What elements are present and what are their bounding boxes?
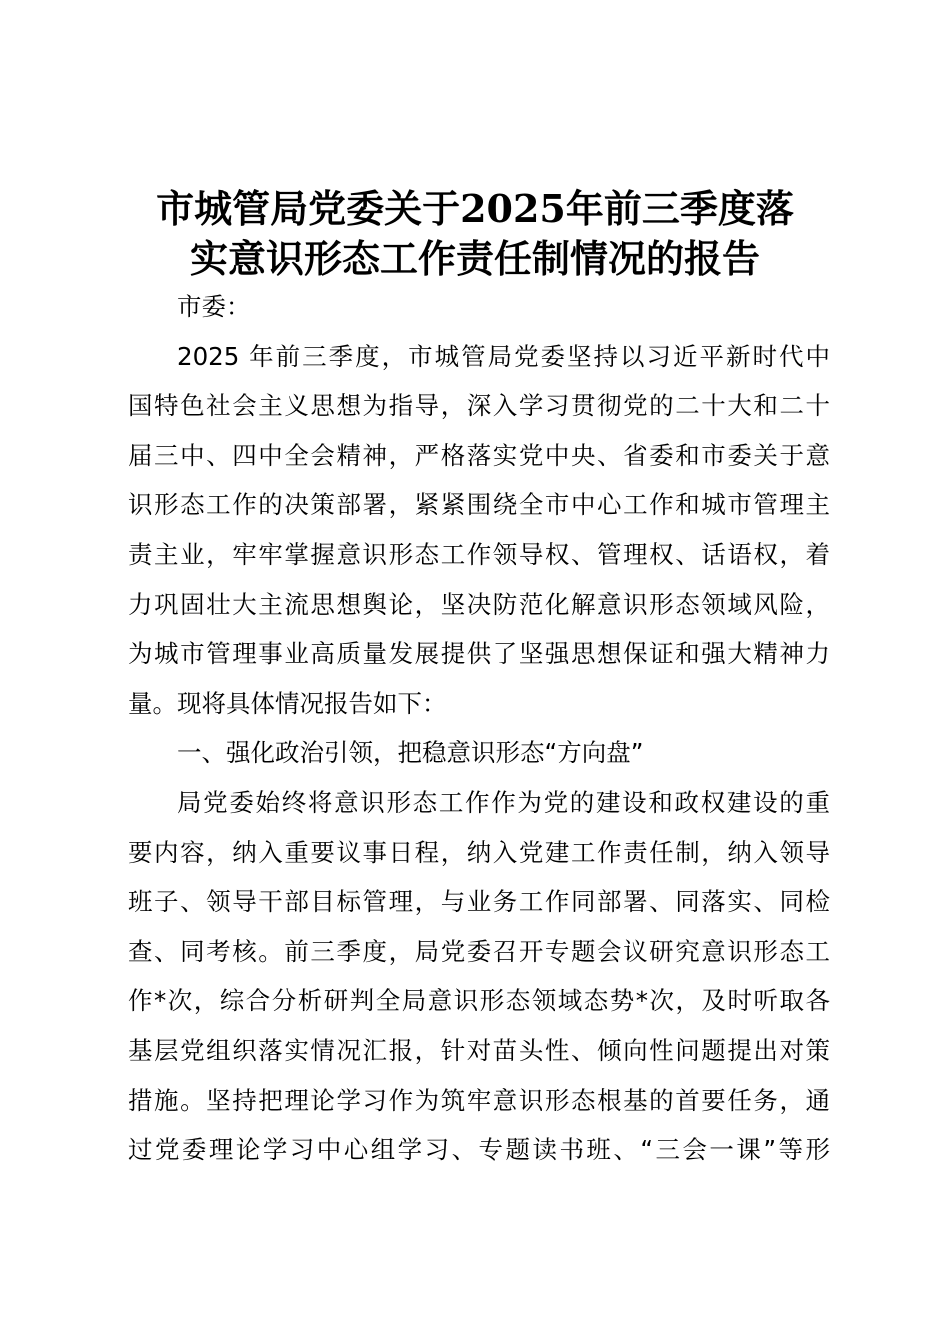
section-1-paragraph-line: 过党委理论学习中心组学习、专题读书班、“三会一课”等形 — [128, 1135, 830, 1165]
document-body — [128, 282, 830, 1175]
salutation: 市委： — [177, 292, 251, 321]
paragraph-1-line: 力巩固壮大主流思想舆论，坚决防范化解意识形态领域风险， — [128, 589, 830, 619]
paragraph-1-line: 届三中、四中全会精神，严格落实党中央、省委和市委关于意 — [128, 440, 830, 470]
document-title — [118, 184, 832, 284]
paragraph-1-line: 识形态工作的决策部署，紧紧围绕全市中心工作和城市管理主 — [128, 490, 830, 520]
paragraph-1-line: 2025 年前三季度，市城管局党委坚持以习近平新时代中 — [177, 341, 830, 371]
section-1-paragraph-line: 查、同考核。前三季度，局党委召开专题会议研究意识形态工 — [128, 936, 830, 966]
paragraph-1-line: 责主业，牢牢掌握意识形态工作领导权、管理权、话语权，着 — [128, 539, 830, 569]
paragraph-1-line: 为城市管理事业高质量发展提供了坚强思想保证和强大精神力 — [128, 639, 830, 669]
section-1-paragraph-line: 基层党组织落实情况汇报，针对苗头性、倾向性问题提出对策 — [128, 1035, 830, 1065]
section-1-paragraph-line: 局党委始终将意识形态工作作为党的建设和政权建设的重 — [177, 787, 830, 817]
section-1-paragraph-line: 作*次，综合分析研判全局意识形态领域态势*次，及时听取各 — [128, 986, 830, 1016]
paragraph-1-line: 国特色社会主义思想为指导，深入学习贯彻党的二十大和二十 — [128, 391, 830, 421]
title-line-2: 实意识形态工作责任制情况的报告 — [189, 236, 760, 281]
section-1-paragraph-line: 要内容，纳入重要议事日程，纳入党建工作责任制，纳入领导 — [128, 837, 830, 867]
paragraph-1-line: 量。现将具体情况报告如下： — [128, 688, 447, 718]
section-1-paragraph-line: 措施。坚持把理论学习作为筑牢意识形态根基的首要任务，通 — [128, 1085, 830, 1115]
section-1-paragraph-line: 班子、领导干部目标管理，与业务工作同部署、同落实、同检 — [128, 887, 830, 917]
section-1-heading: 一、强化政治引领，把稳意识形态“方向盘” — [177, 738, 644, 768]
title-line-1: 市城管局党委关于2025年前三季度落 — [156, 186, 794, 231]
